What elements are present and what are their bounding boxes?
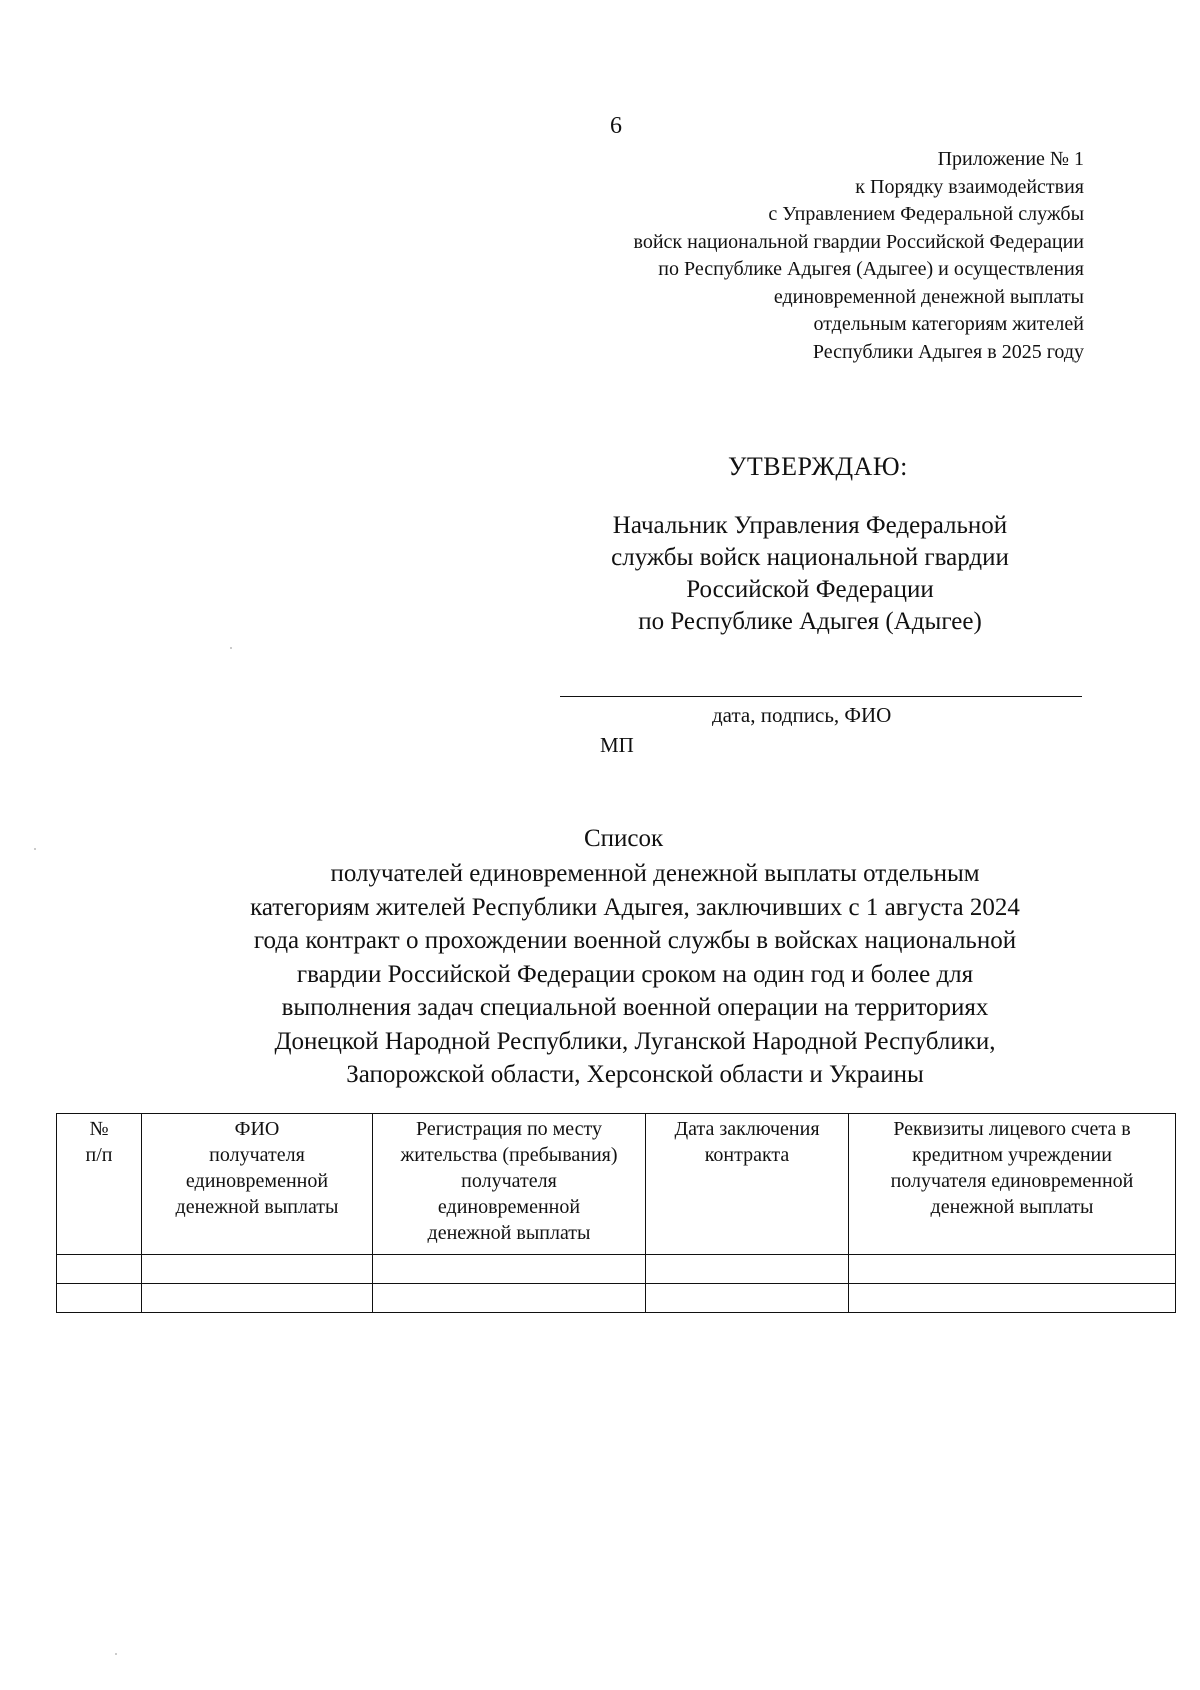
approver-line: Начальник Управления Федеральной (612, 512, 1008, 539)
signature-line (560, 696, 1082, 697)
header-number: № п/п (57, 1114, 142, 1255)
approver-position (560, 510, 1060, 638)
scan-speck (115, 1653, 117, 1655)
appendix-reference (444, 146, 1084, 366)
approval-title: УТВЕРЖДАЮ: (728, 452, 908, 481)
table-cell (57, 1255, 142, 1284)
table-cell (849, 1255, 1176, 1284)
table-cell (57, 1284, 142, 1313)
description-line: Запорожской области, Херсонской области и Украины (346, 1061, 924, 1088)
header-bank-details: Реквизиты лицевого счета в кредитном учреждении получателя единовременной денежной выплаты (849, 1114, 1176, 1255)
recipients-table (56, 1113, 1176, 1313)
header-full-name: ФИО получателя единовременной денежной выплаты (142, 1114, 373, 1255)
approver-line: по Республике Адыгея (Адыгее) (638, 608, 982, 635)
appendix-line: отдельным категориям жителей (813, 313, 1084, 335)
description-line: года контракт о прохождении военной службы в войсках национальной (253, 927, 1017, 954)
table-cell (142, 1255, 373, 1284)
appendix-line: Республики Адыгея в 2025 году (812, 340, 1084, 363)
table-header-row (57, 1114, 1176, 1255)
table-cell (646, 1284, 849, 1313)
description-line: категориям жителей Республики Адыгея, заключивших с 1 августа 2024 (250, 893, 1020, 921)
table-cell (373, 1284, 646, 1313)
scan-speck (230, 647, 232, 649)
table-row (57, 1284, 1176, 1313)
table-cell (849, 1284, 1176, 1313)
table-row (57, 1255, 1176, 1284)
table-cell (646, 1255, 849, 1284)
seal-placeholder: МП (600, 733, 634, 757)
header-registration: Регистрация по месту жительства (пребывания) получателя единовременной денежной выплаты (373, 1114, 646, 1255)
list-description (160, 857, 1110, 1092)
appendix-line: войск национальной гвардии Российской Федерации (633, 230, 1084, 253)
description-line: выполнения задач специальной военной операции на территориях (281, 994, 989, 1021)
table-cell (142, 1284, 373, 1313)
appendix-line: к Порядку взаимодействия (855, 175, 1084, 198)
signature-caption: дата, подпись, ФИО (712, 703, 892, 727)
appendix-line: единовременной денежной выплаты (773, 285, 1084, 308)
appendix-line: Приложение № 1 (937, 148, 1084, 170)
description-line: гвардии Российской Федерации сроком на один год и более для (296, 960, 974, 988)
approver-line: службы войск национальной гвардии (611, 544, 1009, 571)
description-line: Донецкой Народной Республики, Луганской Народной Республики, (274, 1027, 996, 1055)
approver-line: Российской Федерации (686, 576, 934, 603)
list-title: Список (584, 825, 664, 852)
appendix-line: по Республике Адыгея (Адыгее) и осуществления (658, 258, 1084, 280)
header-contract-date: Дата заключения контракта (646, 1114, 849, 1255)
table-cell (373, 1255, 646, 1284)
appendix-line: с Управлением Федеральной службы (768, 203, 1084, 225)
scan-speck (34, 848, 36, 850)
description-line: получателей единовременной денежной выплаты отдельным (330, 860, 980, 887)
page-number: 6 (610, 113, 622, 139)
